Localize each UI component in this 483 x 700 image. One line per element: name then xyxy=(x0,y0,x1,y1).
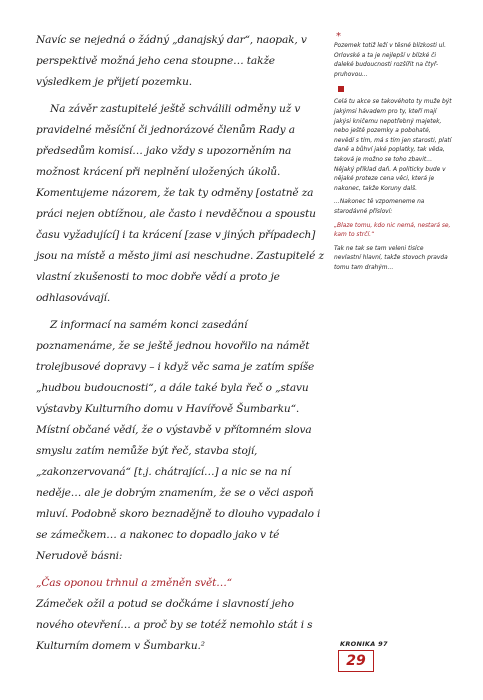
margin-note-1: Pozemek totiž leží v těsné blízkosti ul. Orlovské a ta je nejlepší v blízké či daleké budoucnosti rozšířit na čtyř-pruhovou… xyxy=(334,43,447,78)
poem-quote: „Čas oponou trhnul a změněn svět…“ xyxy=(36,577,232,589)
asterisk-icon: * xyxy=(336,31,341,42)
publication-label: KRONIKA 97 xyxy=(340,640,388,648)
red-square-icon xyxy=(338,86,344,92)
paragraph-4: Zámeček ožil a potud se dočkáme i slavností jeho nového otevření… a proč by se totéž nemohlo stát i s Kulturním domem v Šumbarku.² xyxy=(36,598,313,652)
main-text-column xyxy=(36,30,326,663)
margin-note-3: …Nakonec tě vzpomeneme na starodávné přísloví: xyxy=(334,199,425,215)
page-number: 29 xyxy=(338,650,374,672)
margin-note-proverb: „Blaze tomu, kdo nic nemá, nestará se, kam to strčí.“ xyxy=(334,222,451,239)
paragraph-2: Na závěr zastupitelé ještě schválili odměny už v pravidelné měsíční či jednorázové členům Rady a předsedům komisí… jako vždy s upozorněním na možnost krácení při neplnění uložených úkolů. Komentujeme názorem, že tak ty odměny [ostatně za práci nejen obtížnou, ale často i nevděčnou a spoustu času vyžadující] i ta krácení [zase v jiných případech] jsou na místě a město jimi asi neschudne. Zastupitelé z vlastní zkušenosti to moc dobře vědí a proto je odhlasovávají. xyxy=(36,103,324,304)
margin-note-2: Celá tu akce se takovéhoto ty muže být jakýmsi hávadem pro ty, kteří mají jakýsi kničemu nepotřebný majetek, nebo ještě pozemky a pobohaté, nevědí s tím, má s tím jen starosti, platí daně a bůhví jaké poplatky, tak věda, taková je možno se toho zbavit… Nějaký příklad daň. A politicky bude v nějaké proteze cena věci, která je nakonec, takže Koruny dalš. xyxy=(334,99,452,192)
margin-note-4: Tak ne tak se tam veleni tisíce nevlastní hlavní, takže stovoch pravda tomu tam drahým… xyxy=(334,245,448,271)
paragraph-3: Z informací na samém konci zasedání poznamenáme, že se ještě jednou hovořilo na námět trolejbusové dopravy – i když věc sama je zatím spíše „hudbou budoucnosti“, a dále také byla řeč o „stavu výstavby Kulturního domu v Havířově Šumbarku“. Místní občané vědí, že o výstavbě v přítomném slova smyslu zatím nemůže být řeč, stavba stojí, „zakonzervovaná“ [t.j. chátrající…] a nic se na ní neděje… ale je dobrým znamením, že se o věci aspoň mluví. Podobně skoro beznadějně to dlouho vypadalo i se zámečkem… a nakonec to dopadlo jako v té Nerudově básni: xyxy=(36,319,321,562)
margin-notes xyxy=(334,32,452,277)
paragraph-1: Navíc se nejedná o žádný „danajský dar“, naopak, v perspektivě možná jeho cena stoupne… takže výsledkem je přijetí pozemku. xyxy=(36,34,307,88)
